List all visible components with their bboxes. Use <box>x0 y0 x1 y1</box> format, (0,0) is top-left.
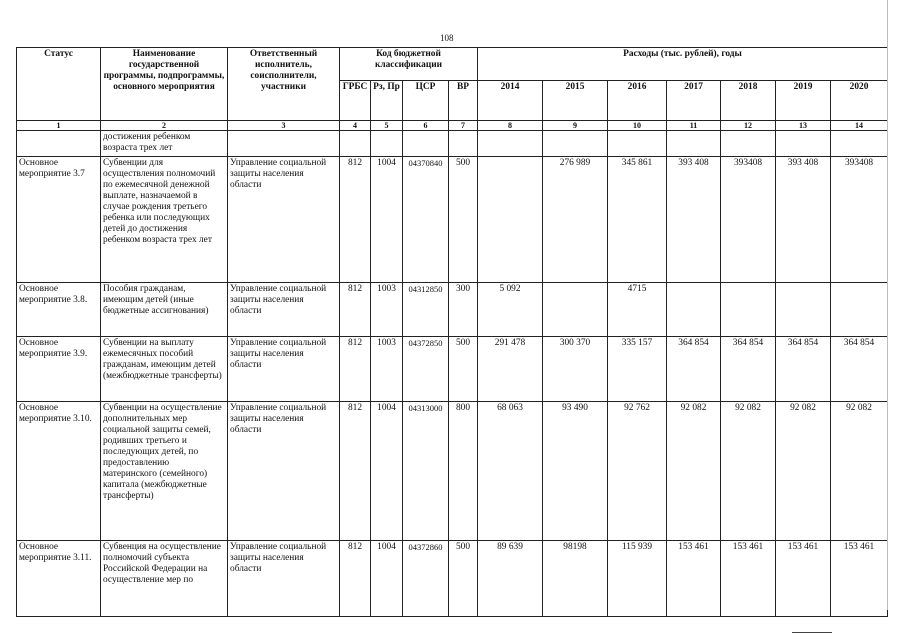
row-rzpr: 1003 <box>371 283 403 337</box>
row-2018: 364 854 <box>721 337 776 402</box>
col-number: 12 <box>721 121 776 131</box>
table-row <box>17 402 888 541</box>
row-rzpr: 1003 <box>371 337 403 402</box>
row-vr: 300 <box>449 283 478 337</box>
row-status: Основное мероприятие 3.7 <box>17 157 101 283</box>
col-number: 8 <box>478 121 543 131</box>
row-2014 <box>478 157 543 283</box>
header-year-2018: 2018 <box>721 81 776 121</box>
row-2015: 300 370 <box>543 337 608 402</box>
header-vr: ВР <box>449 81 478 121</box>
row-2017: 153 461 <box>667 541 721 617</box>
row-2018: 393408 <box>721 157 776 283</box>
row-rzpr: 1004 <box>371 157 403 283</box>
header-status: Статус <box>17 48 101 121</box>
row-2017: 364 854 <box>667 337 721 402</box>
row-2018: 92 082 <box>721 402 776 541</box>
footer-mark <box>792 632 832 633</box>
row-name: Субвенции для осуществления полномочий по ежемесячной денежной выплате, назначаемой в случае рождения третьего ребенка или последующих детей до достижения ребенком возраста трех лет <box>101 157 228 283</box>
row-name: Субвенции на выплату ежемесячных пособий гражданам, имеющим детей (межбюджетные трансферты) <box>101 337 228 402</box>
row-2016: 345 861 <box>608 157 667 283</box>
col-number: 9 <box>543 121 608 131</box>
column-numbers-row <box>17 121 888 131</box>
row-csr: 04372860 <box>403 541 449 617</box>
row-2020: 364 854 <box>831 337 888 402</box>
row-grbs: 812 <box>340 283 371 337</box>
row-vr: 500 <box>449 541 478 617</box>
row-2015: 93 490 <box>543 402 608 541</box>
col-number: 7 <box>449 121 478 131</box>
header-year-2017: 2017 <box>667 81 721 121</box>
header-executor: Ответственный исполнитель, соисполнители, участники <box>228 48 340 121</box>
table-row <box>17 337 888 402</box>
header-name: Наименование государственной программы, подпрограммы, основного мероприятия <box>101 48 228 121</box>
row-2016: 115 939 <box>608 541 667 617</box>
header-grbs: ГРБС <box>340 81 371 121</box>
row-2016: 4715 <box>608 283 667 337</box>
table-row <box>17 541 888 617</box>
row-grbs: 812 <box>340 337 371 402</box>
row-name: Субвенции на осуществление дополнительных мер социальной защиты семей, родивших третьего и последующих детей, по предоставлению материнского (семейного) капитала (межбюджетные трансферты) <box>101 402 228 541</box>
row-grbs: 812 <box>340 402 371 541</box>
row-2019: 364 854 <box>776 337 831 402</box>
header-year-2019: 2019 <box>776 81 831 121</box>
row-2017 <box>667 283 721 337</box>
table-row <box>17 283 888 337</box>
row-2020: 393408 <box>831 157 888 283</box>
col-number: 2 <box>101 121 228 131</box>
row-2019: 153 461 <box>776 541 831 617</box>
row-csr: 04313000 <box>403 402 449 541</box>
row-2019: 92 082 <box>776 402 831 541</box>
row-2016: 92 762 <box>608 402 667 541</box>
row-csr: 04312850 <box>403 283 449 337</box>
scan-edge-line <box>887 0 888 610</box>
col-number: 1 <box>17 121 101 131</box>
header-year-2014: 2014 <box>478 81 543 121</box>
row-vr: 500 <box>449 157 478 283</box>
row-executor: Управление социальной защиты населения области <box>228 541 340 617</box>
row-executor: Управление социальной защиты населения области <box>228 283 340 337</box>
header-year-2015: 2015 <box>543 81 608 121</box>
row-csr: 04372850 <box>403 337 449 402</box>
col-number: 4 <box>340 121 371 131</box>
row-2020 <box>831 283 888 337</box>
header-year-2020: 2020 <box>831 81 888 121</box>
row-2015: 98198 <box>543 541 608 617</box>
header-budget-code: Код бюджетной классификации <box>340 48 478 81</box>
header-year-2016: 2016 <box>608 81 667 121</box>
col-number: 11 <box>667 121 721 131</box>
row-executor: Управление социальной защиты населения области <box>228 337 340 402</box>
col-number: 3 <box>228 121 340 131</box>
budget-table <box>16 47 888 617</box>
row-rzpr: 1004 <box>371 541 403 617</box>
row-2018: 153 461 <box>721 541 776 617</box>
row-2020: 92 082 <box>831 402 888 541</box>
row-status: Основное мероприятие 3.8. <box>17 283 101 337</box>
row-name: достижения ребенком возраста трех лет <box>101 131 228 157</box>
row-executor: Управление социальной защиты населения области <box>228 157 340 283</box>
row-status: Основное мероприятие 3.10. <box>17 402 101 541</box>
row-status: Основное мероприятие 3.11. <box>17 541 101 617</box>
page-number: 108 <box>440 33 454 43</box>
col-number: 10 <box>608 121 667 131</box>
row-2014: 89 639 <box>478 541 543 617</box>
row-2018 <box>721 283 776 337</box>
row-2015 <box>543 283 608 337</box>
row-2015: 276 989 <box>543 157 608 283</box>
table-row <box>17 157 888 283</box>
row-status: Основное мероприятие 3.9. <box>17 337 101 402</box>
row-executor: Управление социальной защиты населения области <box>228 402 340 541</box>
row-csr: 04370840 <box>403 157 449 283</box>
row-2017: 393 408 <box>667 157 721 283</box>
table-row-continuation <box>17 131 888 157</box>
header-expenses: Расходы (тыс. рублей), годы <box>478 48 888 81</box>
header-csr: ЦСР <box>403 81 449 121</box>
col-number: 14 <box>831 121 888 131</box>
row-grbs: 812 <box>340 541 371 617</box>
row-grbs: 812 <box>340 157 371 283</box>
row-2017: 92 082 <box>667 402 721 541</box>
col-number: 13 <box>776 121 831 131</box>
row-rzpr: 1004 <box>371 402 403 541</box>
col-number: 6 <box>403 121 449 131</box>
row-name: Пособия гражданам, имеющим детей (иные бюджетные ассигнования) <box>101 283 228 337</box>
header-rzpr: Рз, Пр <box>371 81 403 121</box>
row-vr: 500 <box>449 337 478 402</box>
row-2016: 335 157 <box>608 337 667 402</box>
row-2014: 291 478 <box>478 337 543 402</box>
row-vr: 800 <box>449 402 478 541</box>
row-2014: 5 092 <box>478 283 543 337</box>
row-name: Субвенция на осуществление полномочий субъекта Российской Федерации на осуществление мер по <box>101 541 228 617</box>
row-2019 <box>776 283 831 337</box>
col-number: 5 <box>371 121 403 131</box>
row-2020: 153 461 <box>831 541 888 617</box>
row-2014: 68 063 <box>478 402 543 541</box>
row-2019: 393 408 <box>776 157 831 283</box>
